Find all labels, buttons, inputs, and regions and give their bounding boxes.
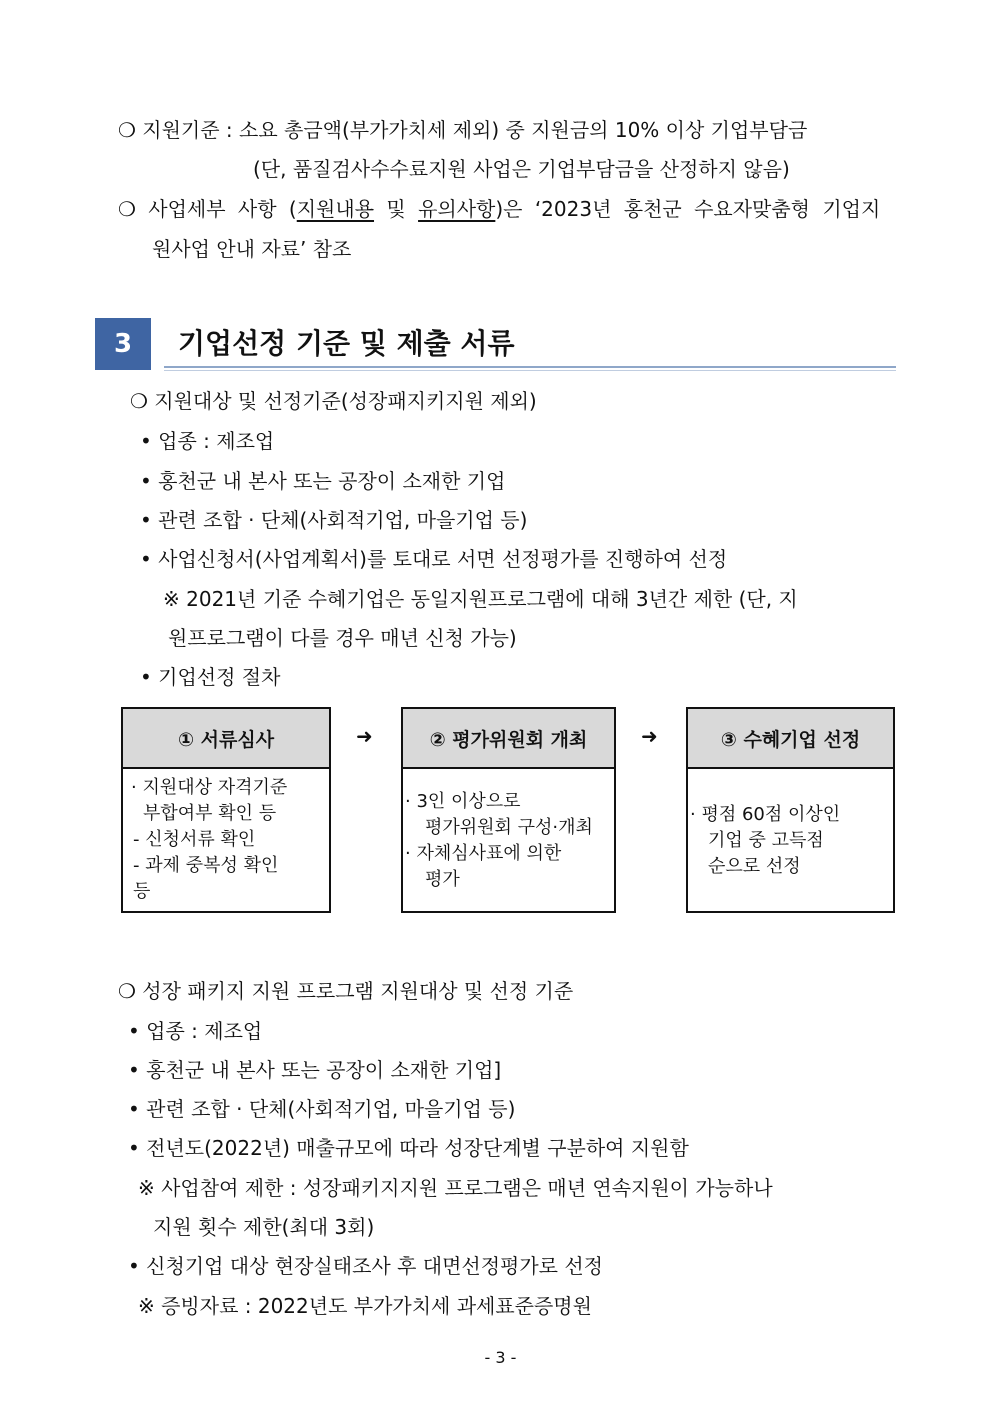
package-bullet-union: • 관련 조합 · 단체(사회적기업, 마을기업 등) xyxy=(128,1097,516,1121)
flow-step-text: · 지원대상 자격기준 xyxy=(131,777,288,798)
package-note-evidence: ※ 증빙자료 : 2022년도 부가가치세 과세표준증명원 xyxy=(138,1294,592,1318)
flow-step-text: - 신청서류 확인 xyxy=(133,829,256,850)
details-line-cont: 원사업 안내 자료’ 참조 xyxy=(152,237,352,261)
flow-step-text: 순으로 선정 xyxy=(708,856,801,877)
section-rule-thin xyxy=(164,370,896,371)
package-note-limit-cont: 지원 횟수 제한(최대 3회) xyxy=(153,1215,375,1239)
flow-step-text: 평가 xyxy=(425,869,460,890)
support-criteria-exception: (단, 품질검사수수료지원 사업은 기업부담금을 산정하지 않음) xyxy=(253,157,790,181)
package-bullet-industry: • 업종 : 제조업 xyxy=(128,1019,263,1043)
flow-step-committee xyxy=(401,707,616,913)
criteria-bullet-evaluation: • 사업신청서(사업계획서)를 토대로 서면 선정평가를 진행하여 선정 xyxy=(140,547,728,571)
section-rule xyxy=(164,366,896,368)
details-line xyxy=(118,194,880,224)
flow-step-text: · 3인 이상으로 xyxy=(405,791,521,812)
flow-step-text: 부합여부 확인 등 xyxy=(143,803,277,824)
flow-step-text: 등 xyxy=(133,881,151,902)
page-number: - 3 - xyxy=(484,1348,517,1367)
details-underline-1: 지원내용 xyxy=(296,197,375,221)
criteria-bullet-industry: • 업종 : 제조업 xyxy=(140,429,275,453)
criteria-bullet-procedure: • 기업선정 절차 xyxy=(140,665,281,689)
section-title: 기업선정 기준 및 제출 서류 xyxy=(178,327,515,360)
package-note-limit: ※ 사업참여 제한 : 성장패키지지원 프로그램은 매년 연속지원이 가능하나 xyxy=(138,1176,773,1200)
section-number: 3 xyxy=(95,318,151,370)
flow-step-title: ① 서류심사 xyxy=(123,709,329,769)
flow-step-text: · 자체심사표에 의한 xyxy=(405,843,562,864)
criteria-note: ※ 2021년 기준 수혜기업은 동일지원프로그램에 대해 3년간 제한 (단, 지 xyxy=(163,587,798,611)
flow-step-text: - 과제 중복성 확인 xyxy=(133,855,279,876)
flow-step-title: ③ 수혜기업 선정 xyxy=(688,709,893,769)
flow-step-text: 평가위원회 구성·개최 xyxy=(425,817,593,838)
criteria-bullet-location: • 홍천군 내 본사 또는 공장이 소재한 기업 xyxy=(140,469,506,493)
details-underline-2: 유의사항 xyxy=(418,197,496,221)
flow-step-selection xyxy=(686,707,895,913)
criteria-bullet-union: • 관련 조합 · 단체(사회적기업, 마을기업 등) xyxy=(140,508,528,532)
flow-arrow: ➜ xyxy=(356,724,373,748)
details-mid: 및 xyxy=(374,197,419,221)
details-suffix: )은 ‘2023년 홍천군 수요자맞춤형 기업지 xyxy=(495,197,881,221)
package-bullet-sales: • 전년도(2022년) 매출규모에 따라 성장단계별 구분하여 지원함 xyxy=(128,1136,689,1160)
flow-step-document-review xyxy=(121,707,331,913)
flow-step-text: · 평점 60점 이상인 xyxy=(690,804,841,825)
package-heading: ❍ 성장 패키지 지원 프로그램 지원대상 및 선정 기준 xyxy=(118,979,574,1003)
package-bullet-selection: • 신청기업 대상 현장실태조사 후 대면선정평가로 선정 xyxy=(128,1254,603,1278)
flow-arrow: ➜ xyxy=(641,724,658,748)
flow-step-text: 기업 중 고득점 xyxy=(708,830,824,851)
support-criteria-line: ❍ 지원기준 : 소요 총금액(부가가치세 제외) 중 지원금의 10% 이상 기업부담금 xyxy=(118,118,808,142)
criteria-note-cont: 원프로그램이 다를 경우 매년 신청 가능) xyxy=(168,626,517,650)
criteria-heading: ❍ 지원대상 및 선정기준(성장패지키지원 제외) xyxy=(130,389,537,413)
details-prefix: ❍ 사업세부 사항 ( xyxy=(118,197,297,221)
package-bullet-location: • 홍천군 내 본사 또는 공장이 소재한 기업] xyxy=(128,1058,502,1082)
flow-step-title: ② 평가위원회 개최 xyxy=(403,709,614,769)
